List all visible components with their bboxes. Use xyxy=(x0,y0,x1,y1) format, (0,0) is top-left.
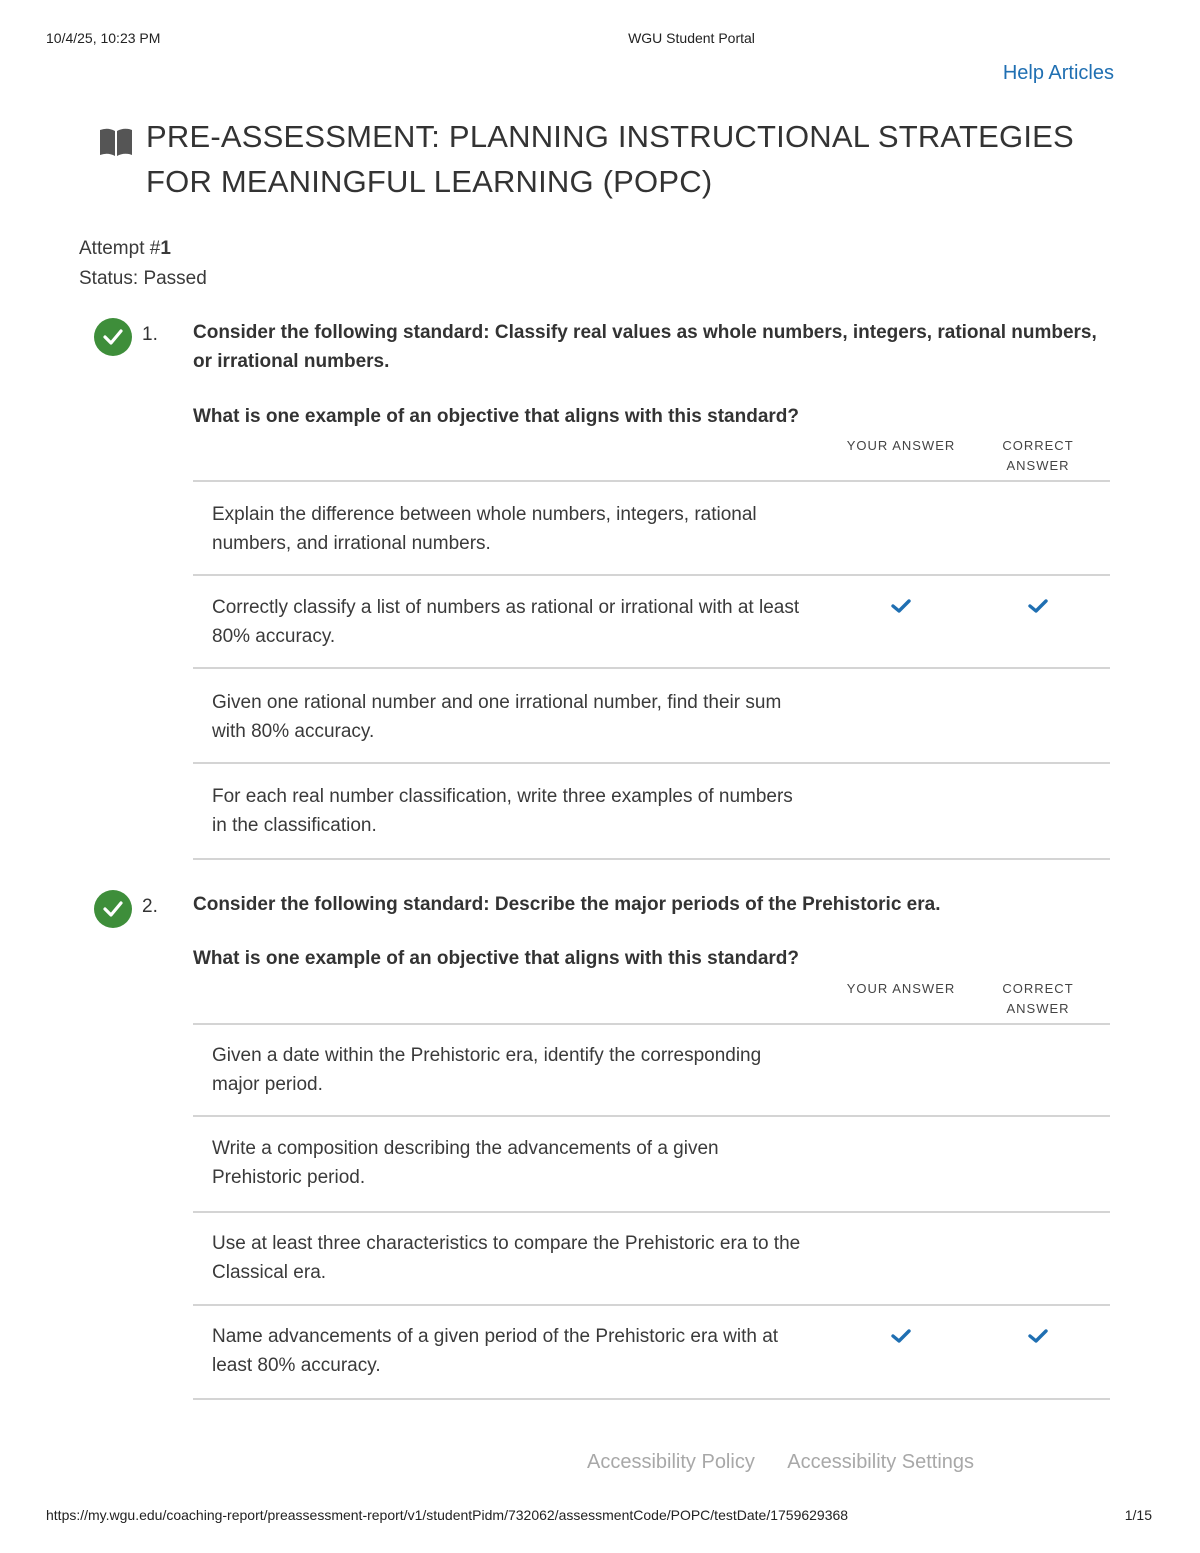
your-answer-header: YOUR ANSWER xyxy=(846,438,956,453)
print-date: 10/4/25, 10:23 PM xyxy=(46,30,161,46)
option-text: Correctly classify a list of numbers as rational or irrational with at least 80% accuracy. xyxy=(212,597,800,647)
option-text: For each real number classification, write three examples of numbers in the classification. xyxy=(212,786,793,836)
option-text: Given a date within the Prehistoric era, identify the corresponding major period. xyxy=(212,1045,762,1095)
attempt-info xyxy=(79,234,207,294)
accessibility-settings-link[interactable]: Accessibility Settings xyxy=(787,1451,975,1473)
answer-option xyxy=(193,480,1110,576)
print-page-number: 1/15 xyxy=(1124,1507,1152,1523)
option-text: Given one rational number and one irrational number, find their sum with 80% accuracy. xyxy=(212,692,782,742)
book-icon xyxy=(98,127,134,157)
check-circle-icon xyxy=(94,318,132,356)
print-title: WGU Student Portal xyxy=(628,30,755,46)
answer-column-headers xyxy=(193,436,1110,482)
your-answer-check-icon xyxy=(891,1328,911,1344)
answer-option xyxy=(193,764,1110,860)
footer-links xyxy=(587,1451,1002,1474)
check-circle-icon xyxy=(94,890,132,928)
answer-option xyxy=(193,576,1110,669)
attempt-status: Status: Passed xyxy=(79,268,207,289)
answer-option xyxy=(193,1117,1110,1213)
page-title: PRE-ASSESSMENT: PLANNING INSTRUCTIONAL STRATEGIES FOR MEANINGFUL LEARNING (POPC) xyxy=(146,119,1074,199)
correct-answer-header: CORRECT ANSWER xyxy=(1002,981,1074,1016)
question-standard: Consider the following standard: Describe the major periods of the Prehistoric era. xyxy=(193,894,941,915)
answer-option xyxy=(193,669,1110,764)
your-answer-check-icon xyxy=(891,598,911,614)
question-prompt: What is one example of an objective that aligns with this standard? xyxy=(193,948,799,969)
answer-option xyxy=(193,1213,1110,1306)
question-number: 1. xyxy=(142,324,158,345)
your-answer-header: YOUR ANSWER xyxy=(846,981,956,996)
answer-option xyxy=(193,1306,1110,1400)
option-text: Write a composition describing the advancements of a given Prehistoric period. xyxy=(212,1138,719,1188)
option-text: Use at least three characteristics to compare the Prehistoric era to the Classical era. xyxy=(212,1233,801,1283)
question-number: 2. xyxy=(142,896,158,917)
correct-answer-check-icon xyxy=(1028,598,1048,614)
accessibility-policy-link[interactable]: Accessibility Policy xyxy=(587,1451,755,1473)
answer-option xyxy=(193,1023,1110,1117)
answer-column-headers xyxy=(193,979,1110,1025)
question-prompt: What is one example of an objective that aligns with this standard? xyxy=(193,406,799,427)
help-articles-link[interactable]: Help Articles xyxy=(1002,62,1114,84)
question-standard: Consider the following standard: Classify real values as whole numbers, integers, rational numbers, or irrational numbers. xyxy=(193,322,1097,372)
correct-answer-check-icon xyxy=(1028,1328,1048,1344)
option-text: Explain the difference between whole numbers, integers, rational numbers, and irrational numbers. xyxy=(212,504,757,554)
print-url: https://my.wgu.edu/coaching-report/preassessment-report/v1/studentPidm/732062/assessmentCode/POPC/testDate/1759629368 xyxy=(46,1507,849,1523)
attempt-number: Attempt #1 xyxy=(79,238,171,259)
option-text: Name advancements of a given period of the Prehistoric era with at least 80% accuracy. xyxy=(212,1326,779,1376)
correct-answer-header: CORRECT ANSWER xyxy=(1002,438,1074,473)
page-header xyxy=(98,114,1118,204)
